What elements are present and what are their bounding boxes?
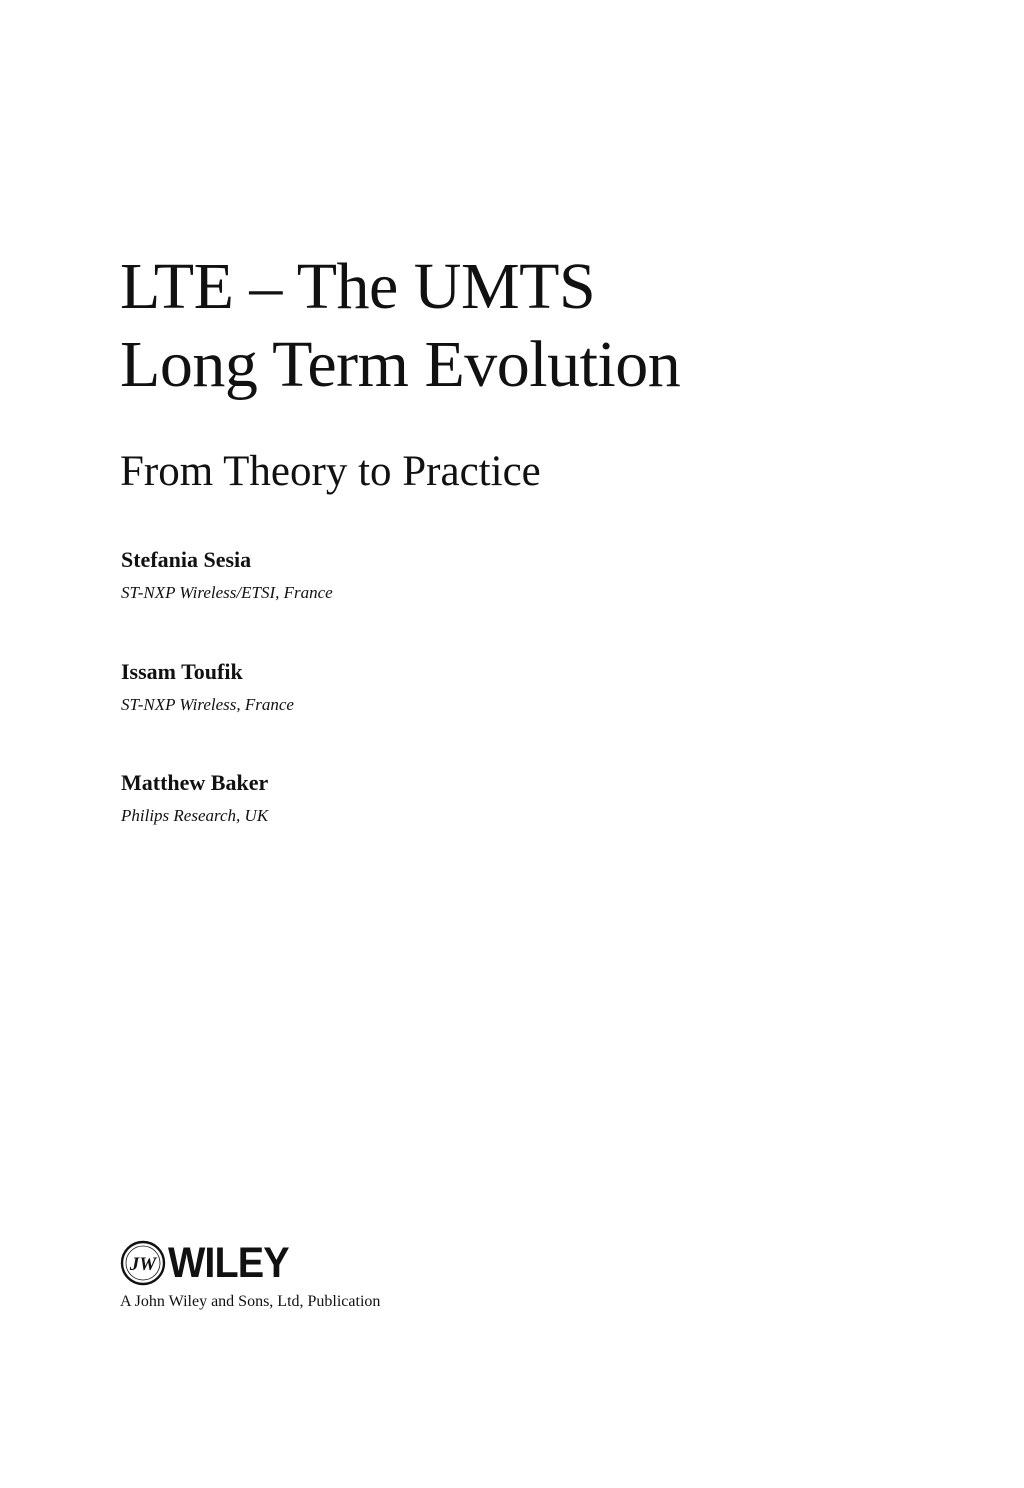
- publisher-imprint: A John Wiley and Sons, Ltd, Publication: [120, 1293, 381, 1310]
- author-3: [121, 769, 721, 828]
- author-1: [121, 546, 721, 605]
- publisher-block: [120, 1238, 520, 1312]
- wiley-seal-icon: [120, 1240, 166, 1286]
- author-affiliation: Philips Research, UK: [121, 806, 269, 825]
- book-title: [120, 248, 920, 404]
- author-name: Matthew Baker: [121, 770, 269, 795]
- book-subtitle: From Theory to Practice: [120, 448, 541, 495]
- wiley-logo: [120, 1238, 520, 1288]
- wiley-wordmark: WILEY: [168, 1239, 289, 1287]
- title-line-1: LTE – The UMTS: [120, 250, 596, 323]
- author-affiliation: ST-NXP Wireless/ETSI, France: [121, 583, 333, 602]
- title-line-2: Long Term Evolution: [120, 328, 681, 401]
- author-name: Stefania Sesia: [121, 547, 252, 572]
- author-2: [121, 658, 721, 717]
- seal-letters: JW: [129, 1254, 157, 1275]
- author-affiliation: ST-NXP Wireless, France: [121, 695, 294, 714]
- author-name: Issam Toufik: [121, 659, 243, 684]
